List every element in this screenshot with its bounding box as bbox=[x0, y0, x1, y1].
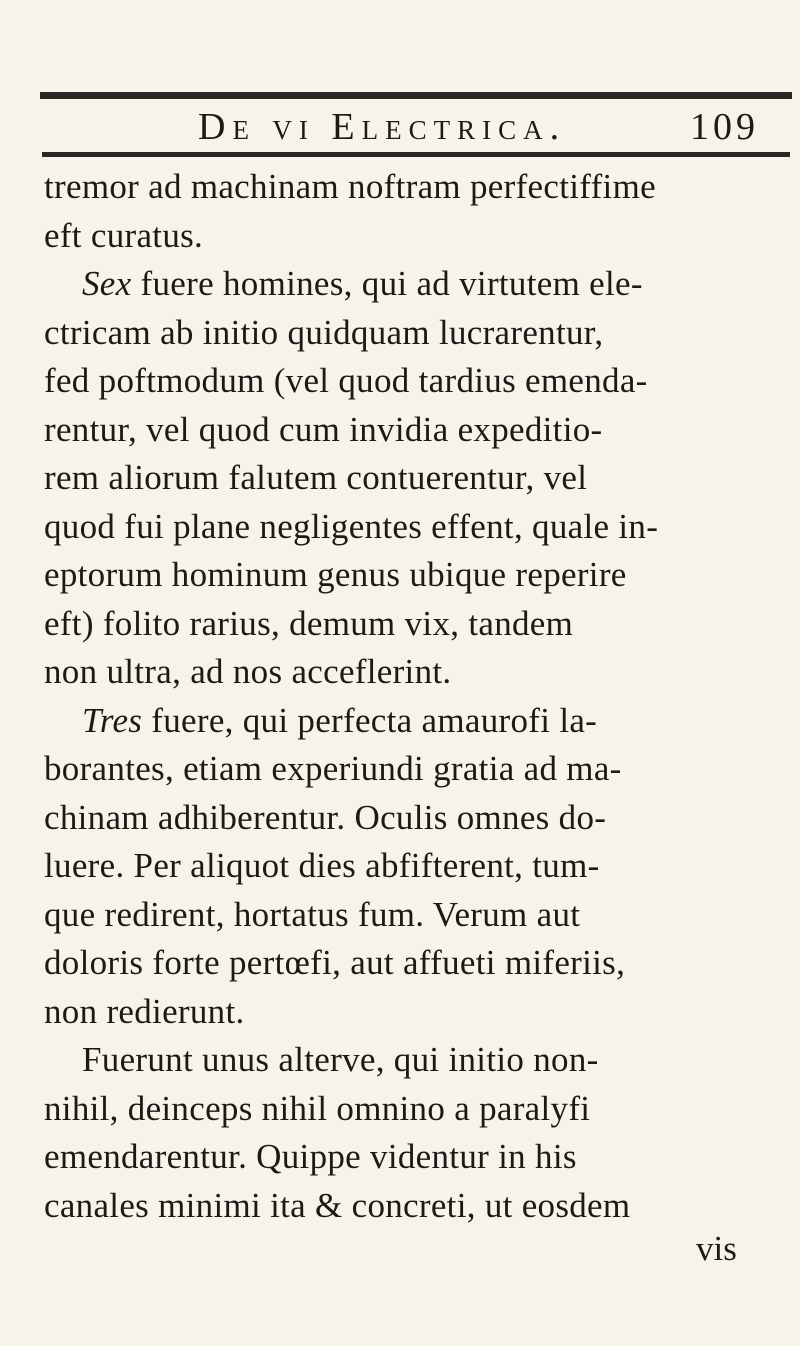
text-line: rentur, vel quod cum invidia expeditio- bbox=[44, 409, 603, 449]
page-header bbox=[0, 102, 800, 152]
running-title: De vi Electrica. bbox=[198, 106, 567, 148]
text-line: emendarentur. Quippe videntur in his bbox=[44, 1137, 577, 1176]
text-line: doloris forte pertœfi, aut affueti miferiis, bbox=[44, 943, 626, 982]
text-line: ctricam ab initio quidquam lucrarentur, bbox=[44, 312, 604, 352]
paragraph-start-line: Sex fuere homines, qui ad virtutem ele- bbox=[82, 264, 643, 303]
text-line: eft) folito rarius, demum vix, tandem bbox=[44, 603, 574, 643]
text-line: chinam adhiberentur. Oculis omnes do- bbox=[44, 797, 607, 837]
text-line: canales minimi ita & concreti, ut eosdem bbox=[44, 1185, 631, 1225]
paragraph-start-line: Fuerunt unus alterve, qui initio non- bbox=[82, 1040, 599, 1079]
paragraph-lead-word: Sex bbox=[82, 264, 132, 303]
paragraph-lead-word: Tres bbox=[82, 700, 143, 740]
text-line: borantes, etiam experiundi gratia ad ma- bbox=[44, 749, 622, 788]
text-line: eft curatus. bbox=[44, 215, 204, 255]
text-line: rem aliorum falutem contuerentur, vel bbox=[44, 458, 588, 497]
text-line: luere. Per aliquot dies abfifterent, tum- bbox=[44, 846, 600, 885]
text-line: que redirent, hortatus fum. Verum aut bbox=[44, 894, 581, 934]
text-line: non redierunt. bbox=[44, 991, 245, 1031]
text-line: non ultra, ad nos acceflerint. bbox=[44, 652, 452, 691]
paragraph-start-line: Tres fuere, qui perfecta amaurofi la- bbox=[82, 700, 598, 740]
body-text bbox=[44, 163, 784, 1230]
text-line: tremor ad machinam noftram perfectiffime bbox=[44, 167, 656, 206]
text-line: fed poftmodum (vel quod tardius emenda- bbox=[44, 361, 648, 400]
text-line: nihil, deinceps nihil omnino a paralyfi bbox=[44, 1088, 591, 1128]
catchword: vis bbox=[696, 1229, 737, 1268]
text-line: quod fui plane negligentes effent, quale in- bbox=[44, 506, 659, 546]
text-line: eptorum hominum genus ubique reperire bbox=[44, 555, 627, 594]
header-rule bbox=[42, 152, 790, 157]
top-border-rule bbox=[40, 92, 792, 99]
page-number: 109 bbox=[690, 106, 759, 148]
